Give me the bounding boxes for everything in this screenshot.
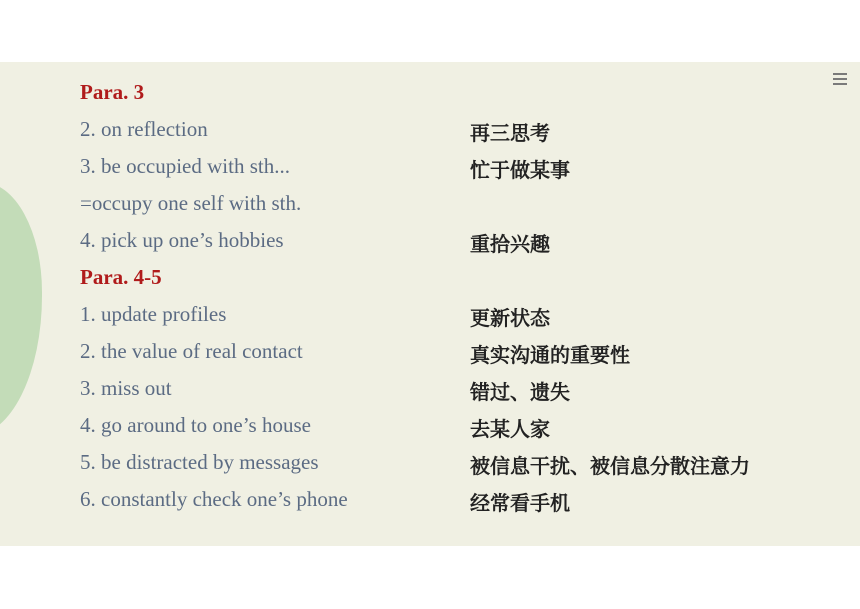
vocab-row	[0, 376, 860, 412]
english-phrase: 5. be distracted by messages	[80, 450, 319, 474]
section-heading: Para. 4-5	[80, 265, 162, 289]
vocab-row	[0, 302, 860, 338]
vocab-row	[0, 487, 860, 523]
vocab-row	[0, 154, 860, 190]
chinese-translation: 重拾兴趣	[470, 232, 550, 256]
chinese-translation: 去某人家	[470, 417, 550, 441]
english-phrase: 4. go around to one’s house	[80, 413, 311, 437]
chinese-translation: 经常看手机	[470, 491, 570, 515]
vocab-row	[0, 413, 860, 449]
english-phrase: 2. on reflection	[80, 117, 208, 141]
slide	[0, 62, 860, 546]
english-phrase: 3. be occupied with sth...	[80, 154, 290, 178]
vocab-row	[0, 117, 860, 153]
vocab-row	[0, 228, 860, 264]
chinese-translation: 再三思考	[470, 121, 550, 145]
chinese-translation: 更新状态	[470, 306, 550, 330]
english-phrase: =occupy one self with sth.	[80, 191, 302, 215]
section-heading: Para. 3	[80, 80, 145, 104]
chinese-translation: 忙于做某事	[470, 158, 570, 182]
english-phrase: 3. miss out	[80, 376, 172, 400]
vocab-row	[0, 450, 860, 486]
vocab-row	[0, 191, 860, 227]
section-heading-para-4-5	[0, 265, 860, 301]
english-phrase: 6. constantly check one’s phone	[80, 487, 348, 511]
chinese-translation: 真实沟通的重要性	[470, 343, 630, 367]
english-phrase: 2. the value of real contact	[80, 339, 303, 363]
english-phrase: 1. update profiles	[80, 302, 227, 326]
vocab-row	[0, 339, 860, 375]
chinese-translation: 错过、遗失	[470, 380, 570, 404]
chinese-translation: 被信息干扰、被信息分散注意力	[470, 454, 750, 478]
english-phrase: 4. pick up one’s hobbies	[80, 228, 284, 252]
section-heading-para-3	[0, 80, 860, 116]
